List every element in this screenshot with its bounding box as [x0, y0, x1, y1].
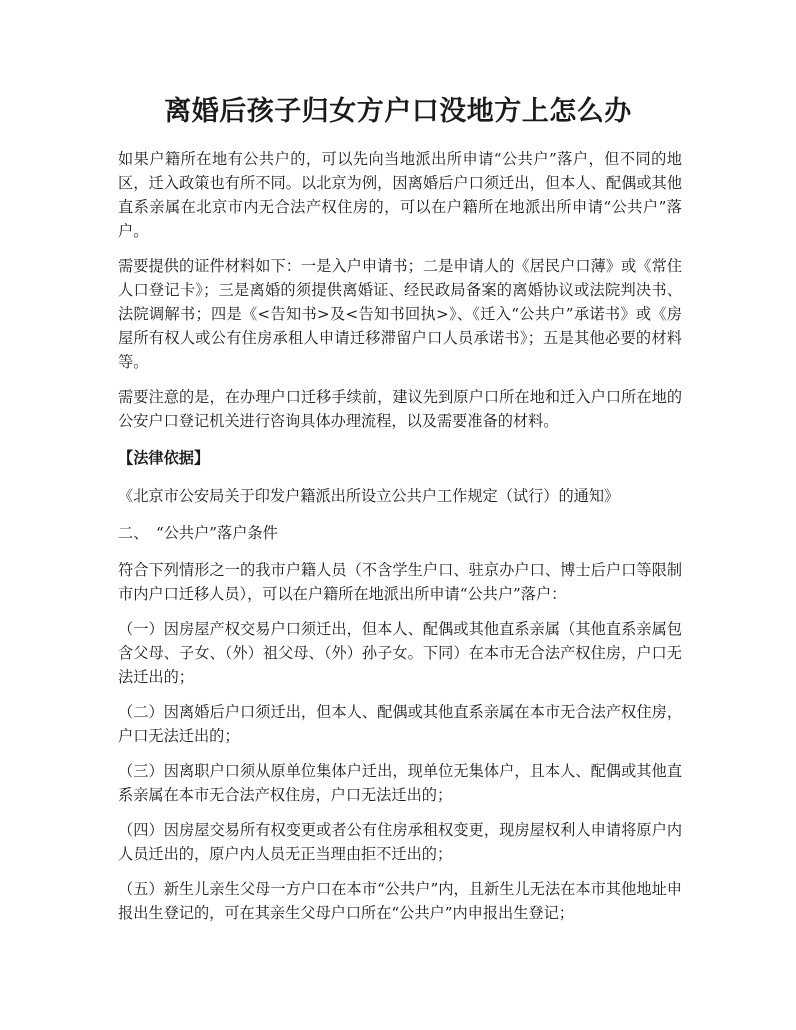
list-item: （三）因离职户口须从原单位集体户迁出，现单位无集体户，且本人、配偶或其他直系亲属在本市无合法产权住房，户口无法迁出的；: [118, 762, 682, 804]
paragraph-required-materials: 需要提供的证件材料如下：一是入户申请书；二是申请人的《居民户口薄》或《常住人口登记卡》；三是离婚的须提供离婚证、经民政局备案的离婚协议或法院判决书、法院调解书；四是《<告知书>及<告知书回执>》、《迁入“公共户”承诺书》或《房屋所有权人或公有住房承租人申请迁移滞留户口人员承诺书》；五是其他必要的材料等。: [118, 257, 682, 371]
document-body: [118, 147, 682, 936]
section-title: 二、 “公共户”落户条件: [118, 524, 278, 542]
list-item: （二）因离婚后户口须迁出，但本人、配偶或其他直系亲属在本市无合法产权住房，户口无法迁出的；: [118, 703, 682, 745]
list-item: （五）新生儿亲生父母一方户口在本市“公共户”内，且新生儿无法在本市其他地址申报出生登记的，可在其亲生父母户口所在“公共户”内申报出生登记；: [118, 880, 682, 922]
list-item: （一）因房屋产权交易户口须迁出，但本人、配偶或其他直系亲属（其他直系亲属包含父母、子女、（外）祖父母、（外）孙子女。下同）在本市无合法产权住房，户口无法迁出的；: [118, 620, 682, 686]
legal-basis-heading: 【法律依据】: [118, 449, 210, 467]
list-item: （四）因房屋交易所有权变更或者公有住房承租权变更，现房屋权利人申请将原户内人员迁出的，原户内人员无正当理由拒不迁出的；: [118, 821, 682, 863]
section-intro: 符合下列情形之一的我市户籍人员（不含学生户口、驻京办户口、博士后户口等限制市内户口迁移人员），可以在户籍所在地派出所申请“公共户”落户：: [118, 561, 682, 603]
paragraph-public-household: 如果户籍所在地有公共户的，可以先向当地派出所申请“公共户”落户，但不同的地区，迁入政策也有所不同。以北京为例，因离婚后户口须迁出，但本人、配偶或其他直系亲属在北京市内无合法产权住房的，可以在户籍所在地派出所申请“公共户”落户。: [118, 150, 682, 240]
paragraph-notes: 需要注意的是，在办理户口迁移手续前，建议先到原户口所在地和迁入户口所在地的公安户口登记机关进行咨询具体办理流程，以及需要准备的材料。: [118, 388, 682, 430]
document-title: 离婚后孩子归女方户口没地方上怎么办: [164, 96, 632, 127]
law-title: 《北京市公安局关于印发户籍派出所设立公共户工作规定（试行）的通知》: [118, 487, 620, 505]
